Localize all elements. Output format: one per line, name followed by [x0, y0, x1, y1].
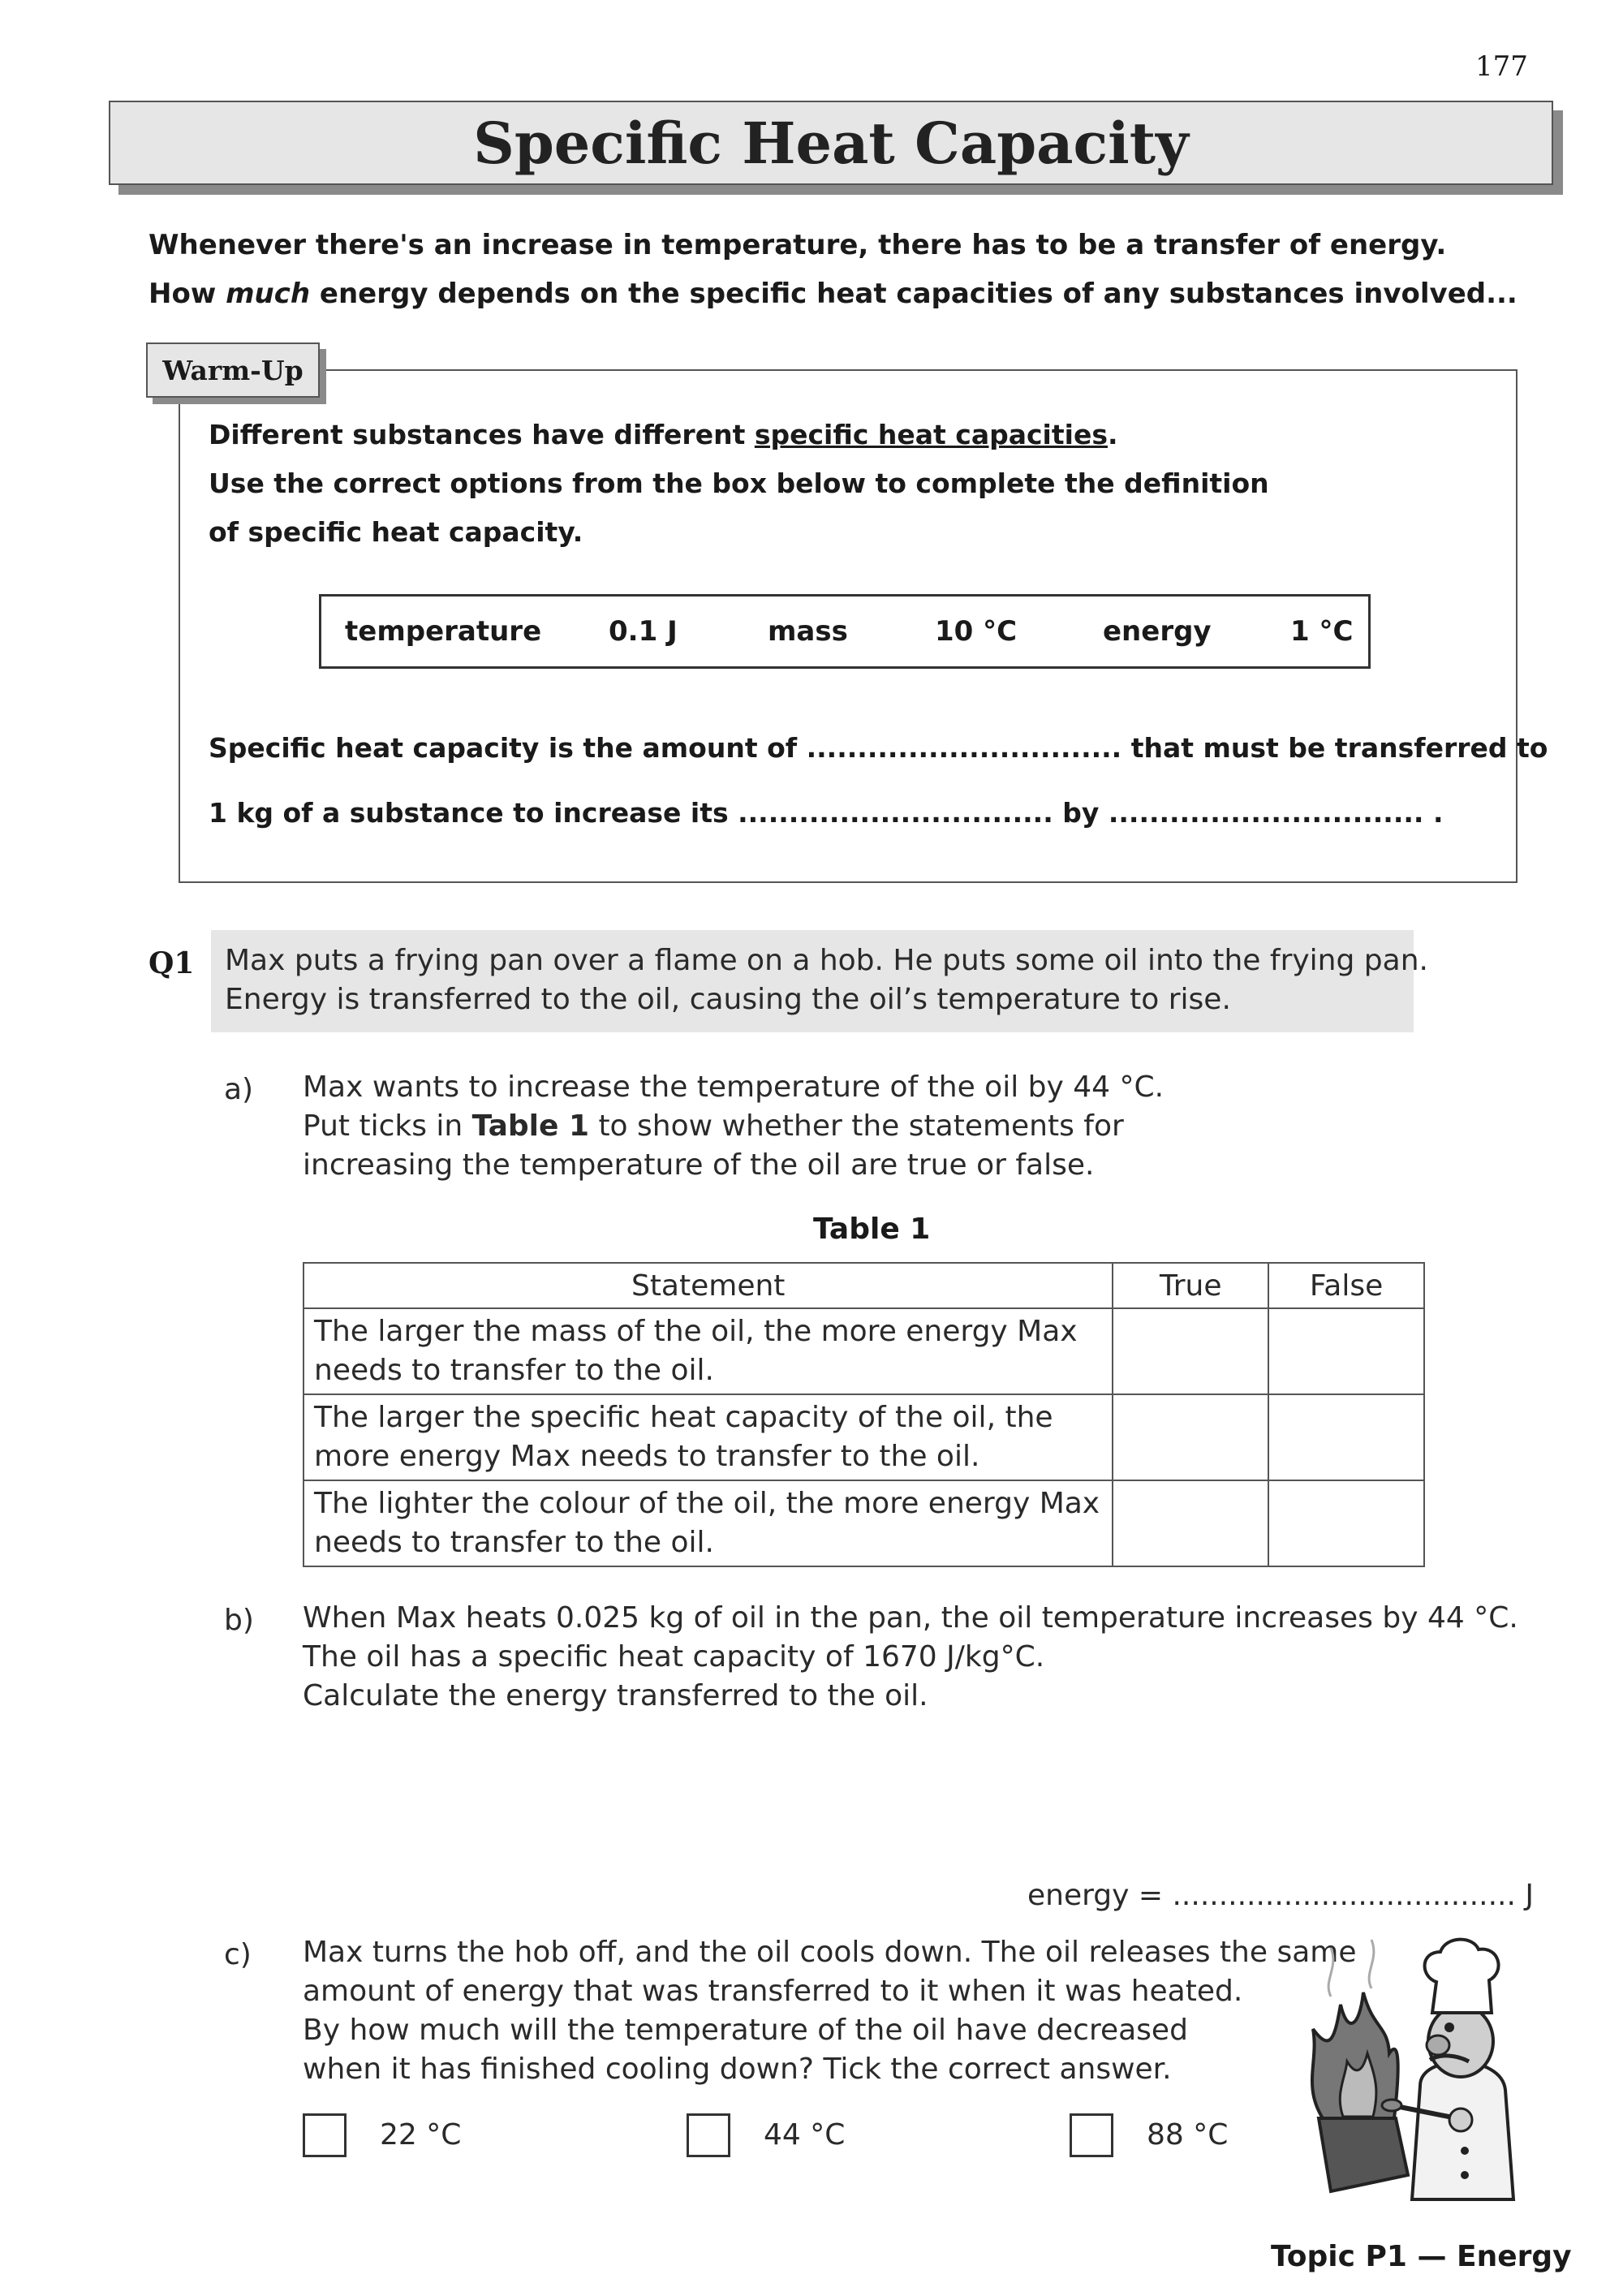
option-mass: mass [768, 615, 848, 648]
choice-44-label: 44 °C [764, 2118, 846, 2152]
option-0-1-j: 0.1 J [609, 615, 678, 648]
intro-line-1: Whenever there's an increase in temperature, there has to be a transfer of energy. [149, 229, 1447, 261]
option-10-c: 10 °C [935, 615, 1018, 648]
q1-label: Q1 [149, 946, 195, 980]
statement-cell: The larger the mass of the oil, the more energy Max needs to transfer to the oil. [304, 1308, 1113, 1394]
definition-line-1: Specific heat capacity is the amount of ............................... that must be transferred to [209, 732, 1548, 764]
definition-line-2: 1 kg of a substance to increase its ............................... by ............................... . [209, 797, 1444, 829]
choice-88-label: 88 °C [1147, 2118, 1229, 2152]
warmup-line-3: of specific heat capacity. [209, 516, 583, 548]
warmup-tab: Warm-Up [146, 342, 320, 398]
warmup-line-2: Use the correct options from the box below to complete the definition [209, 467, 1269, 499]
option-energy: energy [1103, 615, 1212, 648]
false-tick-cell[interactable] [1268, 1308, 1424, 1394]
part-c-label: c) [224, 1938, 252, 1971]
warmup-underlined-term: specific heat capacities [754, 419, 1108, 450]
false-tick-cell[interactable] [1268, 1394, 1424, 1480]
statements-table [303, 1262, 1425, 1567]
true-tick-cell[interactable] [1113, 1480, 1268, 1566]
warmup-line-1: Different substances have different specific heat capacities. [209, 419, 1118, 450]
table-caption: Table 1 [813, 1213, 931, 1246]
page-number: 177 [1475, 50, 1528, 83]
table-header-false: False [1268, 1263, 1424, 1308]
option-1-c: 1 °C [1290, 615, 1354, 648]
statement-cell: The lighter the colour of the oil, the more energy Max needs to transfer to the oil. [304, 1480, 1113, 1566]
chef-flame-illustration [1298, 1932, 1534, 2208]
choice-22-checkbox[interactable] [303, 2113, 347, 2157]
table-header-true: True [1113, 1263, 1268, 1308]
part-b-text: When Max heats 0.025 kg of oil in the pan, the oil temperature increases by 44 °C. The oil has a specific heat capacity of 1670 J/kg°C. Calculate the energy transferred to the oil. [303, 1601, 1518, 1712]
table-header-statement: Statement [304, 1263, 1113, 1308]
table-row [304, 1480, 1424, 1566]
choice-88-checkbox[interactable] [1070, 2113, 1113, 2157]
choice-44-checkbox[interactable] [687, 2113, 730, 2157]
part-a-text: Max wants to increase the temperature of the oil by 44 °C. Put ticks in Table 1 to show whether the statements for increasing the temperature of the oil are true or false. [303, 1070, 1165, 1182]
page-title: Specific Heat Capacity [473, 109, 1189, 177]
choice-22-label: 22 °C [380, 2118, 462, 2152]
footer-topic: Topic P1 — Energy [1271, 2240, 1572, 2273]
intro-line-2: How much energy depends on the specific heat capacities of any substances involved... [149, 278, 1518, 310]
energy-answer-line[interactable]: energy = ..................................... J [1027, 1879, 1534, 1912]
part-a-label: a) [224, 1073, 254, 1106]
part-b-label: b) [224, 1604, 254, 1637]
q1-stem: Max puts a frying pan over a flame on a hob. He puts some oil into the frying pan. Energy is transferred to the oil, causing the oil’s temperature to rise. [225, 944, 1428, 1016]
true-tick-cell[interactable] [1113, 1394, 1268, 1480]
false-tick-cell[interactable] [1268, 1480, 1424, 1566]
part-c-text: Max turns the hob off, and the oil cools down. The oil releases the same amount of energy that was transferred to it when it was heated. By how much will the temperature of the oil have decreased when it has finished cooling down? Tick the correct answer. [303, 1936, 1357, 2086]
statement-cell: The larger the specific heat capacity of the oil, the more energy Max needs to transfer to the oil. [304, 1394, 1113, 1480]
option-temperature: temperature [345, 615, 542, 648]
table-reference: Table 1 [471, 1109, 589, 1143]
table-row [304, 1394, 1424, 1480]
intro-emphasis: much [226, 278, 311, 310]
table-row [304, 1308, 1424, 1394]
true-tick-cell[interactable] [1113, 1308, 1268, 1394]
title-banner [109, 101, 1553, 185]
